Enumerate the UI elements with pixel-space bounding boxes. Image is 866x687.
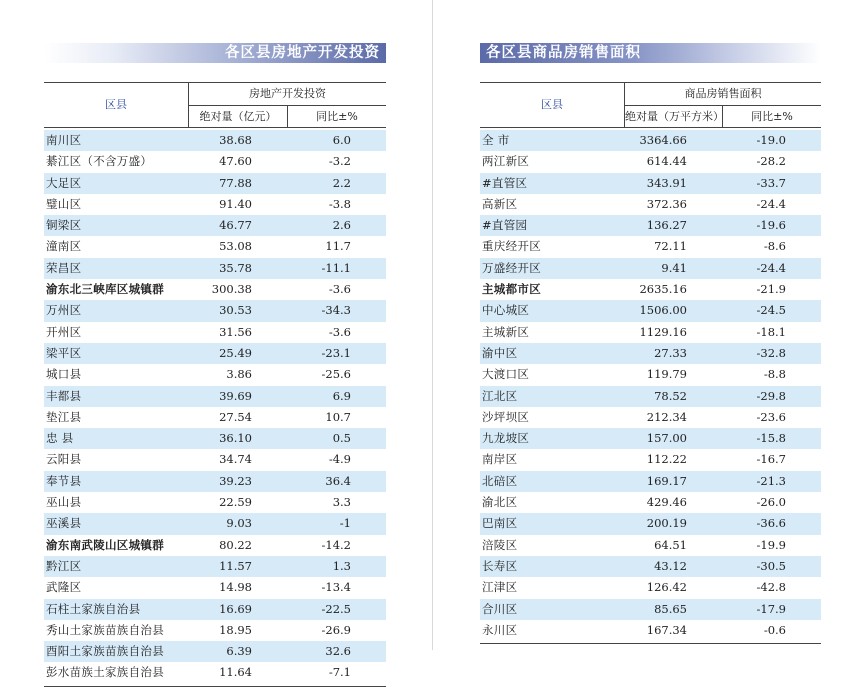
left-table-body <box>44 130 386 684</box>
row-region-name: 全 市 <box>482 133 510 147</box>
row-region-name: #直管园 <box>482 218 528 233</box>
right-table-body <box>480 130 821 641</box>
row-absolute-value: 91.40 <box>219 196 252 211</box>
table-row <box>44 364 386 385</box>
table-row <box>44 599 386 620</box>
table-row <box>480 428 821 449</box>
row-region-name: 万州区 <box>46 303 82 318</box>
row-absolute-value: 77.88 <box>219 175 252 190</box>
row-yoy-percent: -3.8 <box>328 196 351 211</box>
row-yoy-percent: -3.6 <box>328 324 351 339</box>
row-absolute-value: 112.22 <box>646 452 687 467</box>
table-row <box>44 151 386 172</box>
row-region-name: 丰都县 <box>46 388 82 403</box>
table-row <box>44 236 386 257</box>
row-yoy-percent: -22.5 <box>321 601 351 616</box>
row-yoy-percent: -3.2 <box>328 154 351 169</box>
row-region-name: 云阳县 <box>46 452 82 467</box>
row-region-name: 酉阳土家族苗族自治县 <box>46 644 164 659</box>
table-row <box>480 258 821 279</box>
table-row <box>480 513 821 534</box>
row-region-name: 忠 县 <box>46 431 74 446</box>
page-gutter-divider <box>432 0 433 650</box>
row-absolute-value: 6.39 <box>226 644 252 659</box>
row-yoy-percent: -13.4 <box>321 580 351 595</box>
table-row <box>480 364 821 385</box>
row-region-name: 主城新区 <box>482 324 530 339</box>
row-yoy-percent: -42.8 <box>756 580 786 595</box>
row-yoy-percent: -19.0 <box>756 133 786 147</box>
table-row <box>44 577 386 598</box>
row-region-name: 沙坪坝区 <box>482 409 530 424</box>
row-absolute-value: 35.78 <box>219 260 252 275</box>
right-table-header <box>480 82 821 128</box>
table-row <box>44 492 386 513</box>
row-yoy-percent: 2.2 <box>332 175 351 190</box>
table-row <box>480 620 821 641</box>
row-absolute-value: 78.52 <box>654 388 687 403</box>
right-header-absolute: 绝对量（万平方米） <box>625 106 723 127</box>
row-absolute-value: 157.00 <box>646 431 687 446</box>
row-region-name: 两江新区 <box>482 154 530 169</box>
row-region-name: 铜梁区 <box>46 218 82 233</box>
table-row <box>480 173 821 194</box>
row-absolute-value: 31.56 <box>219 324 252 339</box>
row-absolute-value: 126.42 <box>646 580 687 595</box>
row-absolute-value: 3.86 <box>226 367 252 382</box>
table-row <box>44 449 386 470</box>
right-table-bottom-rule <box>480 643 821 644</box>
row-yoy-percent: -26.0 <box>756 495 786 510</box>
row-absolute-value: 34.74 <box>219 452 252 467</box>
row-absolute-value: 18.95 <box>219 622 252 637</box>
table-row <box>44 428 386 449</box>
table-row <box>44 322 386 343</box>
row-absolute-value: 9.03 <box>226 516 252 531</box>
left-header-yoy: 同比±% <box>316 110 358 123</box>
row-yoy-percent: -25.6 <box>321 367 351 382</box>
row-region-name: 巫溪县 <box>46 516 82 531</box>
right-header-group: 商品房销售面积 <box>625 83 821 106</box>
row-yoy-percent: -19.9 <box>756 537 786 552</box>
row-region-name: #直管区 <box>482 175 528 190</box>
table-row <box>480 407 821 428</box>
row-region-name: 璧山区 <box>46 196 82 211</box>
table-row <box>480 492 821 513</box>
row-region-name: 长寿区 <box>482 558 518 573</box>
table-row <box>44 407 386 428</box>
row-region-name: 南岸区 <box>482 452 518 467</box>
row-yoy-percent: -4.9 <box>328 452 351 467</box>
row-region-name: 重庆经开区 <box>482 239 541 254</box>
left-panel-title: 各区县房地产开发投资 <box>225 45 380 61</box>
row-yoy-percent: -15.8 <box>756 431 786 446</box>
table-row <box>480 599 821 620</box>
table-row <box>480 471 821 492</box>
row-absolute-value: 30.53 <box>219 303 252 318</box>
row-yoy-percent: 6.0 <box>332 133 351 147</box>
row-region-name: 永川区 <box>482 622 518 637</box>
table-row <box>480 151 821 172</box>
row-region-name: 大渡口区 <box>482 367 530 382</box>
row-yoy-percent: -23.6 <box>756 409 786 424</box>
row-region-name: 巴南区 <box>482 516 518 531</box>
table-row <box>44 258 386 279</box>
row-region-name: 北碚区 <box>482 473 518 488</box>
row-region-name: 九龙坡区 <box>482 431 530 446</box>
row-yoy-percent: 3.3 <box>332 495 351 510</box>
table-row <box>44 386 386 407</box>
row-region-name: 秀山土家族苗族自治县 <box>46 622 164 637</box>
row-yoy-percent: -7.1 <box>328 665 351 680</box>
right-title-banner <box>480 43 821 63</box>
row-region-name: 渝东北三峡库区城镇群 <box>46 282 164 297</box>
row-yoy-percent: -0.6 <box>763 622 786 637</box>
row-absolute-value: 39.23 <box>219 473 252 488</box>
row-region-name: 江津区 <box>482 580 518 595</box>
row-yoy-percent: -21.3 <box>756 473 786 488</box>
row-yoy-percent: 36.4 <box>325 473 351 488</box>
row-region-name: 江北区 <box>482 388 518 403</box>
table-row <box>480 322 821 343</box>
row-yoy-percent: -19.6 <box>756 218 786 233</box>
row-region-name: 潼南区 <box>46 239 82 254</box>
table-row <box>480 279 821 300</box>
row-yoy-percent: -17.9 <box>756 601 786 616</box>
row-yoy-percent: -3.6 <box>328 282 351 297</box>
table-row <box>44 300 386 321</box>
row-absolute-value: 9.41 <box>661 260 687 275</box>
table-row <box>480 236 821 257</box>
row-absolute-value: 300.38 <box>211 282 252 297</box>
row-absolute-value: 27.54 <box>219 409 252 424</box>
table-row <box>44 662 386 683</box>
row-region-name: 开州区 <box>46 324 82 339</box>
row-absolute-value: 119.79 <box>646 367 687 382</box>
row-yoy-percent: -11.1 <box>321 260 351 275</box>
row-absolute-value: 80.22 <box>219 537 252 552</box>
row-yoy-percent: -14.2 <box>321 537 351 552</box>
row-region-name: 垫江县 <box>46 409 82 424</box>
table-row <box>480 343 821 364</box>
row-absolute-value: 14.98 <box>219 580 252 595</box>
row-absolute-value: 11.64 <box>219 665 252 680</box>
row-yoy-percent: -8.8 <box>763 367 786 382</box>
row-region-name: 城口县 <box>46 367 82 382</box>
row-yoy-percent: -36.6 <box>756 516 786 531</box>
table-row <box>480 300 821 321</box>
row-region-name: 彭水苗族土家族自治县 <box>46 665 164 680</box>
table-row <box>44 194 386 215</box>
row-yoy-percent: 6.9 <box>332 388 351 403</box>
table-row <box>44 173 386 194</box>
row-yoy-percent: -28.2 <box>756 154 786 169</box>
table-row <box>480 130 821 151</box>
row-absolute-value: 39.69 <box>219 388 252 403</box>
row-absolute-value: 85.65 <box>654 601 687 616</box>
row-yoy-percent: -18.1 <box>756 324 786 339</box>
row-yoy-percent: -1 <box>339 516 351 531</box>
row-yoy-percent: 1.3 <box>332 558 351 573</box>
table-row <box>480 449 821 470</box>
row-region-name: 奉节县 <box>46 473 82 488</box>
row-absolute-value: 429.46 <box>646 495 687 510</box>
right-header-region: 区县 <box>480 83 625 127</box>
row-region-name: 巫山县 <box>46 495 82 510</box>
right-panel-title: 各区县商品房销售面积 <box>486 45 641 61</box>
row-yoy-percent: -29.8 <box>756 388 786 403</box>
table-row <box>480 194 821 215</box>
row-region-name: 南川区 <box>46 133 82 147</box>
row-absolute-value: 25.49 <box>219 345 252 360</box>
row-yoy-percent: -16.7 <box>756 452 786 467</box>
row-absolute-value: 169.17 <box>646 473 687 488</box>
row-yoy-percent: -33.7 <box>756 175 786 190</box>
left-header-region: 区县 <box>44 83 189 127</box>
row-region-name: 梁平区 <box>46 345 82 360</box>
row-yoy-percent: -26.9 <box>321 622 351 637</box>
row-absolute-value: 372.36 <box>646 196 687 211</box>
row-absolute-value: 614.44 <box>646 154 687 169</box>
row-region-name: 中心城区 <box>482 303 530 318</box>
row-absolute-value: 2635.16 <box>639 282 687 297</box>
row-absolute-value: 27.33 <box>654 345 687 360</box>
table-row <box>480 577 821 598</box>
row-absolute-value: 53.08 <box>219 239 252 254</box>
table-row <box>44 279 386 300</box>
row-region-name: 渝中区 <box>482 345 518 360</box>
row-absolute-value: 36.10 <box>219 431 252 446</box>
row-yoy-percent: -34.3 <box>321 303 351 318</box>
row-yoy-percent: -30.5 <box>756 558 786 573</box>
row-yoy-percent: 32.6 <box>325 644 351 659</box>
left-title-banner <box>44 43 386 63</box>
left-table-header <box>44 82 386 128</box>
row-yoy-percent: 2.6 <box>332 218 351 233</box>
table-row <box>44 641 386 662</box>
row-region-name: 荣昌区 <box>46 260 82 275</box>
table-row <box>480 215 821 236</box>
table-row <box>44 513 386 534</box>
row-yoy-percent: 11.7 <box>325 239 351 254</box>
row-absolute-value: 43.12 <box>654 558 687 573</box>
table-row <box>44 471 386 492</box>
row-absolute-value: 167.34 <box>646 622 687 637</box>
row-absolute-value: 136.27 <box>646 218 687 233</box>
row-yoy-percent: -21.9 <box>756 282 786 297</box>
row-absolute-value: 3364.66 <box>639 133 687 147</box>
row-absolute-value: 72.11 <box>654 239 687 254</box>
table-row <box>44 535 386 556</box>
row-yoy-percent: -8.6 <box>763 239 786 254</box>
row-yoy-percent: -24.4 <box>756 196 786 211</box>
left-header-absolute: 绝对量（亿元） <box>189 106 288 127</box>
row-yoy-percent: -24.4 <box>756 260 786 275</box>
table-row <box>44 343 386 364</box>
row-absolute-value: 1506.00 <box>639 303 687 318</box>
row-yoy-percent: -32.8 <box>756 345 786 360</box>
row-region-name: 高新区 <box>482 196 518 211</box>
table-row <box>44 556 386 577</box>
row-region-name: 涪陵区 <box>482 537 518 552</box>
row-region-name: 万盛经开区 <box>482 260 541 275</box>
row-absolute-value: 343.91 <box>646 175 687 190</box>
table-row <box>480 386 821 407</box>
row-region-name: 主城都市区 <box>482 282 541 297</box>
table-row <box>480 535 821 556</box>
row-absolute-value: 38.68 <box>219 133 252 147</box>
row-absolute-value: 11.57 <box>219 558 252 573</box>
row-region-name: 武隆区 <box>46 580 82 595</box>
left-header-group: 房地产开发投资 <box>189 83 386 106</box>
row-absolute-value: 47.60 <box>219 154 252 169</box>
row-absolute-value: 212.34 <box>646 409 687 424</box>
table-row <box>480 556 821 577</box>
row-absolute-value: 16.69 <box>219 601 252 616</box>
row-region-name: 綦江区（不含万盛） <box>46 154 153 169</box>
table-row <box>44 215 386 236</box>
row-yoy-percent: -24.5 <box>756 303 786 318</box>
row-region-name: 石柱土家族自治县 <box>46 601 141 616</box>
row-absolute-value: 46.77 <box>219 218 252 233</box>
table-row <box>44 130 386 151</box>
row-region-name: 渝东南武陵山区城镇群 <box>46 537 164 552</box>
row-region-name: 合川区 <box>482 601 518 616</box>
row-yoy-percent: 10.7 <box>325 409 351 424</box>
row-yoy-percent: -23.1 <box>321 345 351 360</box>
row-absolute-value: 1129.16 <box>639 324 687 339</box>
row-region-name: 黔江区 <box>46 558 82 573</box>
row-absolute-value: 200.19 <box>646 516 687 531</box>
row-region-name: 渝北区 <box>482 495 518 510</box>
row-region-name: 大足区 <box>46 175 82 190</box>
right-header-yoy: 同比±% <box>751 110 793 123</box>
row-absolute-value: 64.51 <box>654 537 687 552</box>
row-absolute-value: 22.59 <box>219 495 252 510</box>
row-yoy-percent: 0.5 <box>332 431 351 446</box>
table-row <box>44 620 386 641</box>
